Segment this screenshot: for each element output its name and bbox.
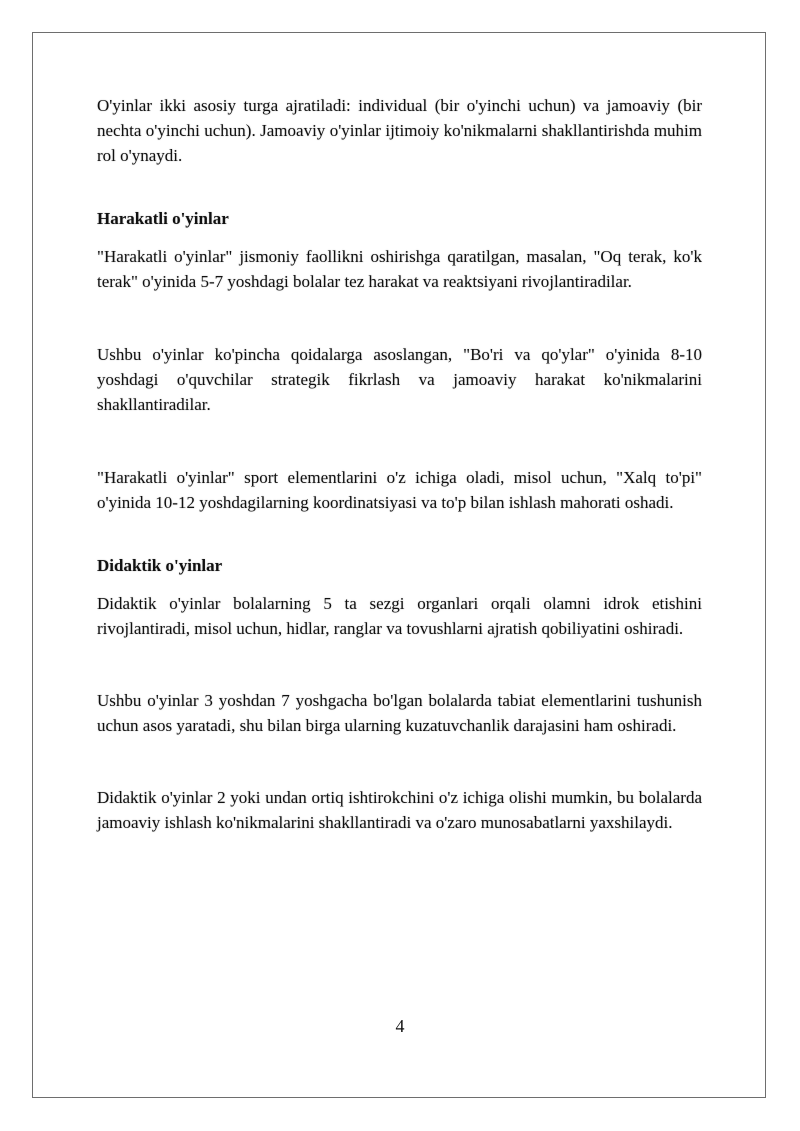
paragraph-harakatli-2: Ushbu o'yinlar ko'pincha qoidalarga asoslangan, "Bo'ri va qo'ylar" o'yinida 8-10 yoshdagi o'quvchilar strategik fikrlash va jamoaviy harakat ko'nikmalarini shakllantiradilar.	[97, 345, 702, 414]
paragraph-harakatli-1: "Harakatli o'yinlar" jismoniy faollikni oshirishga qaratilgan, masalan, "Oq terak, ko'k terak" o'yinida 5-7 yoshdagi bolalar tez harakat va reaktsiyani rivojlantiradilar.	[97, 247, 702, 291]
page-number: 4	[395, 1016, 405, 1036]
paragraph-didaktik-3: Didaktik o'yinlar 2 yoki undan ortiq ishtirokchini o'z ichiga olishi mumkin, bu bolalarda jamoaviy ishlash ko'nikmalarini shakllantiradi va o'zaro munosabatlarni yaxshilaydi.	[97, 788, 702, 832]
paragraph-game-types: O'yinlar ikki asosiy turga ajratiladi: individual (bir o'yinchi uchun) va jamoaviy (bir nechta o'yinchi uchun). Jamoaviy o'yinlar ijtimoiy ko'nikmalarni shakllantirishda muhim rol o'ynaydi.	[97, 96, 702, 165]
paragraph-didaktik-1: Didaktik o'yinlar bolalarning 5 ta sezgi organlari orqali olamni idrok etishini rivojlantiradi, misol uchun, hidlar, ranglar va tovushlarni ajratish qobiliyatini oshiradi.	[97, 594, 702, 638]
paragraph-didaktik-2: Ushbu o'yinlar 3 yoshdan 7 yoshgacha bo'lgan bolalarda tabiat elementlarini tushunish uchun asos yaratadi, shu bilan birga ularning kuzatuvchanlik darajasini ham oshiradi.	[97, 691, 702, 735]
page-content	[97, 93, 702, 835]
heading-didaktik-oyinlar: Didaktik o'yinlar	[97, 556, 223, 575]
heading-harakatli-oyinlar: Harakatli o'yinlar	[97, 209, 229, 228]
paragraph-harakatli-3: "Harakatli o'yinlar" sport elementlarini o'z ichiga oladi, misol uchun, "Xalq to'pi" o'yinida 10-12 yoshdagilarning koordinatsiyasi va to'p bilan ishlash mahorati oshadi.	[97, 468, 702, 512]
